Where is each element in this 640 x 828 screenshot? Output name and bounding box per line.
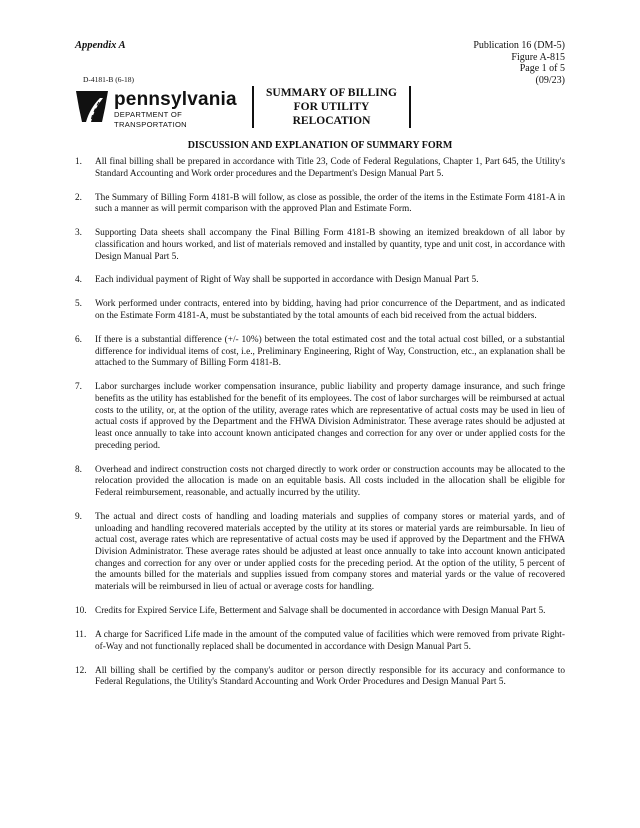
- item-number: 4.: [75, 275, 82, 286]
- list-item: [75, 512, 565, 594]
- form-number: D-4181-B (6-18): [83, 75, 135, 84]
- publication-number: Publication 16 (DM-5): [473, 40, 565, 51]
- list-item: [75, 666, 565, 689]
- list-item: [75, 630, 565, 653]
- page-number: Page 1 of 5: [519, 63, 565, 74]
- form-title-line: RELOCATION: [292, 115, 371, 127]
- item-text: The actual and direct costs of handling and loading materials and supplies of company stores or material yards, and of unloading and handling recovered materials accepted by the utility at its stores or material yards are reimbursable. In lieu of actual cost, average rates which are representative of actual costs may be used if approved by the Department and the FHWA Division Administrator. These average rates should be adjusted at least once annually to take into account known anticipated changes and correction for any over or under applied costs for the preceding period. At the option of the utility, 5 percent of the amounts billed for the materials and supplies issued from company stores and material yards or the value of recovered materials will be reimbursed in lieu of actual or average costs for handling.: [95, 511, 565, 593]
- item-text: Work performed under contracts, entered into by bidding, having had prior concurrence of the Department, and as indicated on the Estimate Form 4181-A, must be substantiated by the total amounts of each bid received from the actual bidders.: [95, 299, 565, 322]
- list-item: [75, 465, 565, 500]
- item-number: 12.: [75, 665, 87, 676]
- instructions-list: [75, 157, 565, 701]
- item-number: 10.: [75, 606, 87, 617]
- list-item: [75, 275, 565, 287]
- item-text: If there is a substantial difference (+/- 10%) between the total estimated cost and the total actual cost billed, or a substantial difference for individual items of cost, i.e., Preliminary Engineering, Right of Way, Construction, etc., an explanation shall be attached to the Summary of Billing Form 4181-B.: [95, 334, 565, 369]
- list-item: [75, 299, 565, 322]
- logo-name: pennsylvania: [114, 89, 237, 110]
- item-number: 8.: [75, 464, 82, 475]
- item-text: Labor surcharges include worker compensation insurance, public liability and property damage insurance, and such fringe benefits as the utility has established for the benefit of its employees. The cost of labor surcharges will be reimbursed at actual costs to the utility, or, at the option of the utility, average rates which are representative of actual costs may be used in lieu of actual costs if approved by the Department and the FHWA Division Administrator. These average rates should be adjusted at least once annually to take into account known anticipated changes and correction for any over or under applied costs for the preceding period.: [95, 382, 565, 451]
- list-item: [75, 606, 565, 618]
- item-text: All final billing shall be prepared in accordance with Title 23, Code of Federal Regulations, Chapter 1, Part 645, the Utility's Standard Accounting and Work order procedures and the Department's Design Manual Part 5.: [95, 157, 565, 179]
- item-text: Overhead and indirect construction costs not charged directly to work order or construction accounts may be allocated to the relocation provided the allocation is made on an equitable basis. All costs included in the allocation shall be eligible for Federal reimbursement, reasonable, and actually incurred by the utility.: [95, 464, 565, 499]
- list-item: [75, 193, 565, 216]
- item-text: Each individual payment of Right of Way shall be supported in accordance with Design Manual Part 5.: [95, 275, 479, 286]
- item-number: 7.: [75, 382, 82, 393]
- item-number: 9.: [75, 511, 82, 522]
- publication-info: [473, 40, 565, 86]
- form-title: [252, 86, 411, 128]
- revision-date: (09/23): [535, 74, 565, 86]
- item-text: A charge for Sacrificed Life made in the amount of the computed value of facilities which were removed from private Right-of-Way and not functionally replaced shall be documented in accordance with Design Manual Part 5.: [95, 629, 565, 652]
- list-item: [75, 157, 565, 180]
- list-item: [75, 228, 565, 263]
- item-text: All billing shall be certified by the company's auditor or person directly responsible for its accuracy and conformance to Federal Regulations, the Utility's Standard Accounting and Work Order Procedures and Design Manual Part 5.: [95, 665, 565, 688]
- form-title-line: FOR UTILITY: [293, 101, 370, 113]
- item-number: 3.: [75, 228, 82, 239]
- item-text: Supporting Data sheets shall accompany the Final Billing Form 4181-B showing an itemized breakdown of all labor by classification and hours worked, and list of materials removed and installed by quantity, type and unit cost, in accordance with Design Manual Part 5.: [95, 228, 565, 262]
- logo-department: DEPARTMENT OF TRANSPORTATION: [114, 110, 187, 129]
- figure-number: Figure A-815: [511, 51, 565, 63]
- item-number: 2.: [75, 192, 82, 203]
- list-item: [75, 382, 565, 452]
- form-title-line: SUMMARY OF BILLING: [266, 87, 397, 99]
- item-number: 11.: [75, 629, 87, 640]
- keystone-icon: [74, 88, 110, 124]
- item-text: The Summary of Billing Form 4181-B will follow, as close as possible, the order of the items in the Estimate Form 4181-A in such a manner as will permit comparison with the approved Plan and Estimate Form.: [95, 192, 565, 215]
- item-text: Credits for Expired Service Life, Betterment and Salvage shall be documented in accordance with Design Manual Part 5.: [95, 606, 546, 617]
- list-item: [75, 335, 565, 370]
- item-number: 1.: [75, 157, 82, 167]
- section-heading: DISCUSSION AND EXPLANATION OF SUMMARY FORM: [187, 140, 453, 151]
- appendix-label: Appendix A: [75, 40, 126, 51]
- item-number: 6.: [75, 334, 82, 345]
- item-number: 5.: [75, 299, 82, 310]
- penndot-logo: [74, 88, 252, 129]
